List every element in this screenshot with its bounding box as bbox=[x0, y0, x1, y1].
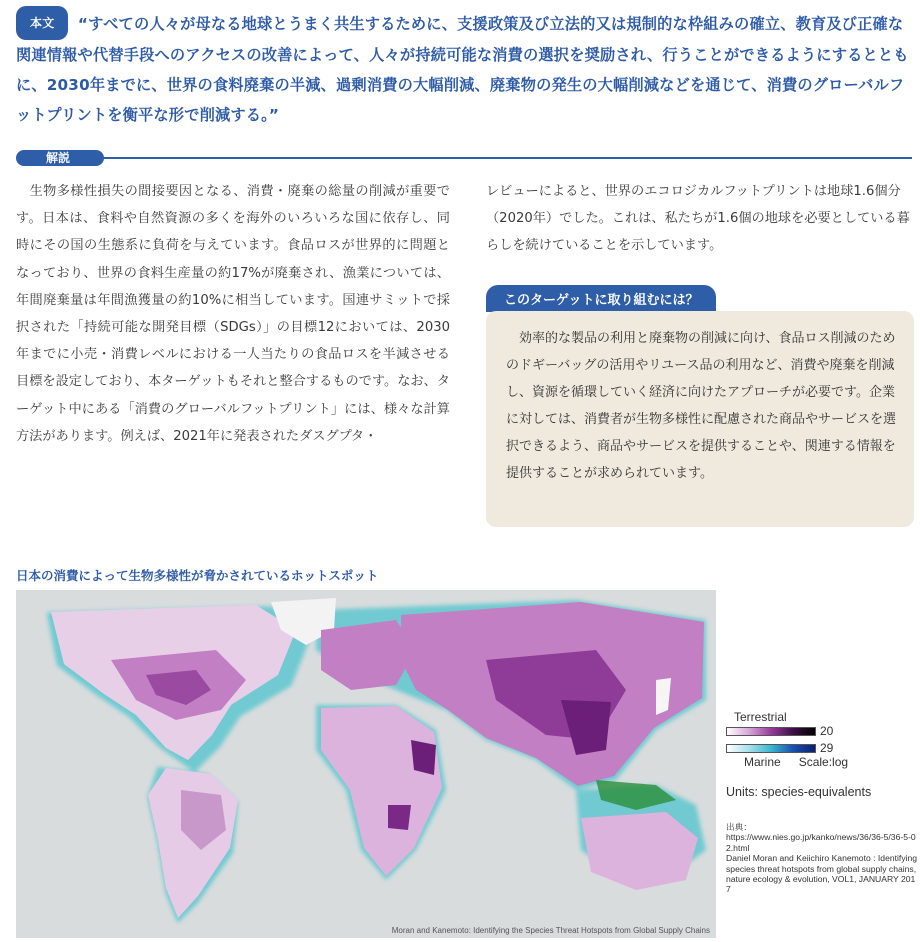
honbun-text: “すべての人々が母なる地球とうまく共生するために、支援政策及び立法的又は規制的な枠組みの確立、教育及び正確な関連情報や代替手段へのアクセスの改善によって、人々が持続可能な消費の選択を奨励され、行うことができるようにするとともに、2030年までに、世界の食料廃棄の半減、過剰消費の大幅削減、廃棄物の発生の大幅削減などを通じて、消費のグローバルフットプリントを衡平な形で削減する。” bbox=[16, 15, 909, 124]
world-map-graphic bbox=[16, 590, 716, 938]
kaisetsu-divider bbox=[16, 157, 912, 159]
legend-marine-label: Marine bbox=[744, 755, 781, 769]
source-reference: Daniel Moran and Keiichiro Kanemoto : Identifying species threat hotspots from global supply chains, nature ecology & evolution, VOL1, JANUARY 2017 bbox=[726, 853, 918, 895]
kaisetsu-label: 解説 bbox=[16, 150, 104, 166]
legend-terrestrial-label: Terrestrial bbox=[734, 710, 787, 724]
source-citation bbox=[726, 822, 918, 895]
hotspot-map bbox=[16, 590, 716, 938]
map-legend bbox=[726, 710, 916, 799]
source-url: https://www.nies.go.jp/kanko/news/36/36-5/36-5-02.html bbox=[726, 832, 916, 853]
target-box bbox=[486, 311, 914, 527]
legend-terrestrial-max: 20 bbox=[820, 724, 834, 738]
legend-terrestrial-row bbox=[726, 724, 916, 738]
honbun-quote bbox=[16, 6, 912, 130]
legend-units: Units: species-equivalents bbox=[726, 785, 872, 799]
honbun-section bbox=[16, 6, 912, 130]
legend-marine-max: 29 bbox=[820, 741, 834, 755]
target-heading: このターゲットに取り組むには？ bbox=[486, 285, 716, 312]
legend-scale-label: Scale:log bbox=[798, 755, 849, 769]
kaisetsu-right-column: レビューによると、世界のエコロジカルフットプリントは地球1.6個分（2020年）でした。これは、私たちが1.6個の地球を必要としている暮らしを続けていることを示しています。 bbox=[486, 184, 910, 254]
target-text: 効率的な製品の利用と廃棄物の削減に向け、食品ロス削減のためのドギーバッグの活用やリユース品の利用など、消費や廃棄を削減し、資源を循環していく経済に向けたアプローチが必要です。企業に対しては、消費者が生物多様性に配慮された商品やサービスを選択できるよう、商品やサービスを提供することや、関連する情報を提供することが求められています。 bbox=[506, 331, 897, 481]
terrestrial-colorbar bbox=[726, 727, 816, 736]
source-label: 出典： bbox=[726, 822, 752, 832]
map-title: 日本の消費によって生物多様性が脅かされているホットスポット bbox=[16, 568, 379, 583]
kaisetsu-left-column: 生物多様性損失の間接要因となる、消費・廃棄の総量の削減が重要です。日本は、食料や自然資源の多くを海外のいろいろな国に依存し、同時にその国の生態系に負荷を与えています。食品ロスが世界的に問題となっており、世界の食料生産量の約17%が廃棄され、漁業については、年間廃棄量は年間漁獲量の約10%に相当しています。国連サミットで採択された「持続可能な開発目標（SDGs）」の目標12においては、2030年までに小売・消費レベルにおける一人当たりの食品ロスを半減させる目標を設定しており、本ターゲットもそれと整合するものです。なお、ターゲット中にある「消費のグローバルフットプリント」には、様々な計算方法があります。例えば、2021年に発表されたダスグプタ・ bbox=[16, 184, 450, 444]
marine-colorbar bbox=[726, 744, 816, 753]
kaisetsu-header bbox=[16, 150, 912, 166]
honbun-label: 本文 bbox=[16, 6, 68, 40]
legend-marine-row bbox=[726, 741, 916, 755]
legend-bottom-labels bbox=[744, 755, 916, 769]
map-credit: Moran and Kanemoto: Identifying the Species Threat Hotspots from Global Supply Chains bbox=[391, 926, 710, 935]
